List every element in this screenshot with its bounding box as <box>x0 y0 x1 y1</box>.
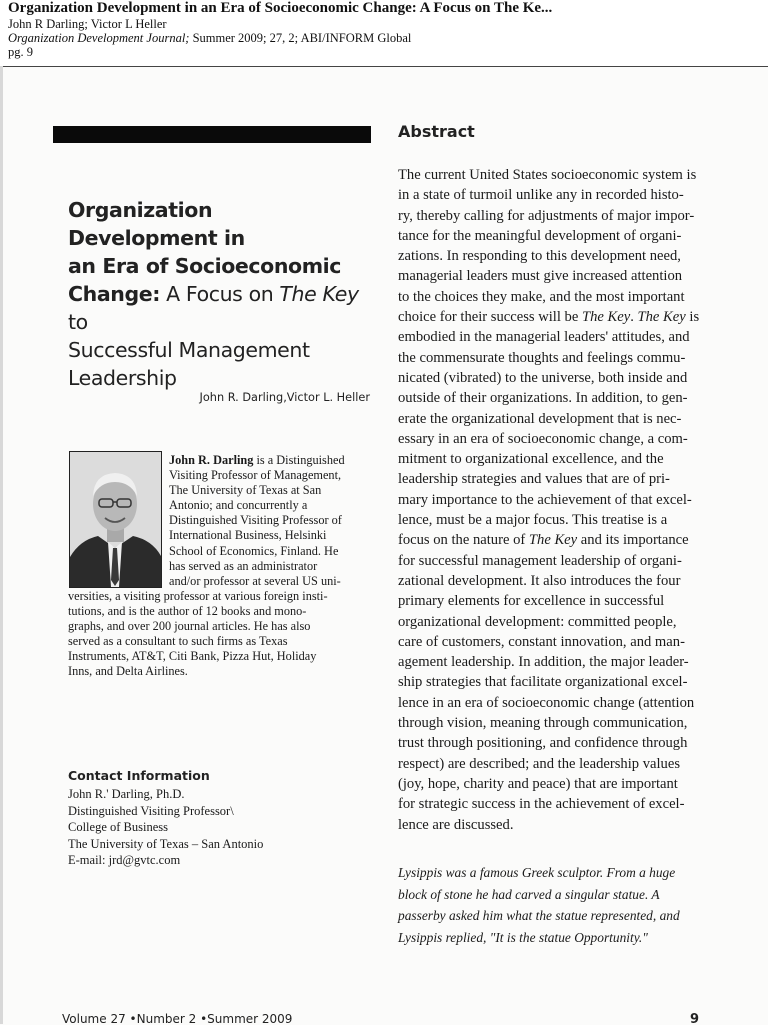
abstract-line: trust through positioning, and confidence through <box>398 735 688 752</box>
abstract-line: respect) are described; and the leadership values <box>398 755 681 772</box>
issue-info: Summer 2009; 27, 2; ABI/INFORM Global <box>189 31 412 45</box>
bio-line: Antonio; and concurrently a <box>169 498 308 513</box>
title-focus: A Focus on <box>160 282 280 306</box>
title-line-5: Leadership <box>68 366 177 390</box>
abstract-line: outside of their organizations. In addition, to gen- <box>398 390 688 407</box>
bio-line: has served as an administrator <box>169 558 318 573</box>
bio-line: School of Economics, Finland. He <box>169 543 339 558</box>
page-ref: pg. 9 <box>8 45 33 59</box>
abstract-line: lence, must be a major focus. This treatise is a <box>398 512 668 529</box>
abstract-line: organizational development: committed people, <box>398 613 677 630</box>
abstract-line: erate the organizational development that is nec- <box>398 410 682 427</box>
abstract-line: mary importance to the achievement of that excel- <box>398 491 692 508</box>
epigraph-quote <box>398 862 720 949</box>
abstract-line: for successful management leadership of organi- <box>398 552 682 569</box>
contact-name: John R.' Darling, Ph.D. <box>68 787 185 801</box>
footer-page-number: 9 <box>690 1012 700 1027</box>
bio-line: and/or professor at several US uni- <box>169 573 341 588</box>
abstract-line: nicated (vibrated) to the universe, both inside and <box>398 369 688 386</box>
contact-position: Distinguished Visiting Professor\ <box>68 803 234 818</box>
title-line-3 <box>68 280 368 336</box>
abstract-line: primary elements for excellence in successful <box>398 593 665 610</box>
bio-name: John R. Darling <box>169 453 254 467</box>
bio-line: graphs, and over 200 journal articles. He has also <box>68 619 311 634</box>
bio-line: tutions, and is the author of 12 books and mono- <box>68 603 307 618</box>
citation-header <box>8 0 758 59</box>
quote-line: passerby asked him what the statue represented, and <box>398 908 680 924</box>
abstract-line: through vision, meaning through communication, <box>398 715 688 732</box>
quote-line: block of stone he had carved a singular statue. A <box>398 886 660 902</box>
abstract-line: tance for the meaningful development of organi- <box>398 227 682 244</box>
title-line-2: an Era of Socioeconomic <box>68 254 342 278</box>
abstract-line: The current United States socioeconomic system is <box>398 167 697 183</box>
title-change: Change: <box>68 282 161 306</box>
quote-line: Lysippis replied, "It is the statue Opportunity." <box>398 930 648 946</box>
article-authors: John R. Darling,Victor L. Heller <box>199 391 370 404</box>
decorative-rule <box>53 126 371 143</box>
contact-heading: Contact Information <box>68 768 210 783</box>
abstract-line: leadership strategies and values that are of pri- <box>398 471 670 488</box>
abstract-line: to the choices they make, and the most important <box>398 288 685 305</box>
bio-line: Distinguished Visiting Professor of <box>169 513 342 528</box>
abstract-line: care of customers, constant innovation, and man- <box>398 633 685 650</box>
document-title: Organization Development in an Era of Socioeconomic Change: A Focus on The Ke... <box>8 0 553 16</box>
bio-line: Instruments, AT&T, Citi Bank, Pizza Hut, Holiday <box>68 649 317 664</box>
title-key: The Key <box>279 282 359 306</box>
journal-name: Organization Development Journal; <box>8 31 190 45</box>
contact-university: The University of Texas – San Antonio <box>68 836 264 851</box>
contact-college: College of Business <box>68 820 168 834</box>
bio-line: Inns, and Delta Airlines. <box>68 664 188 679</box>
abstract-line: (joy, hope, charity and peace) that are important <box>398 775 678 792</box>
bio-line: The University of Texas at San <box>169 483 322 498</box>
bio-line: John R. Darling is a Distinguished <box>169 453 345 467</box>
abstract-line: in a state of turmoil unlike any in recorded histo- <box>398 187 684 204</box>
abstract-text <box>398 165 720 835</box>
abstract-line: choice for their success will be The Key. The Key is <box>398 309 700 326</box>
abstract-line: the commensurate thoughts and feelings commu- <box>398 349 686 366</box>
abstract-line: zational development. It also introduces the four <box>398 572 681 589</box>
contact-info <box>68 786 368 869</box>
abstract-line: essary in an era of socioeconomic change, a com- <box>398 430 688 447</box>
bio-line: International Business, Helsinki <box>169 528 327 543</box>
article-title <box>68 196 368 392</box>
abstract-heading: Abstract <box>398 122 475 141</box>
page-edge <box>0 66 3 1024</box>
title-line-1: Organization Development in <box>68 198 245 250</box>
abstract-line: managerial leaders must give increased attention <box>398 268 683 285</box>
title-line-4: Successful Management <box>68 338 310 362</box>
citation-source <box>8 31 758 45</box>
abstract-line: zations. In responding to this development need, <box>398 248 681 265</box>
bio-line: Visiting Professor of Management, <box>169 468 342 483</box>
title-to: to <box>68 310 88 334</box>
abstract-line: lence in an era of socioeconomic change (attention <box>398 694 695 711</box>
abstract-line: focus on the nature of The Key and its importance <box>398 532 689 549</box>
abstract-line: lence are discussed. <box>398 816 514 833</box>
author-bio <box>68 453 371 679</box>
abstract-line: mitment to organizational excellence, and the <box>398 451 664 468</box>
abstract-line: agement leadership. In addition, the major leader- <box>398 654 689 671</box>
bio-line: versities, a visiting professor at various foreign insti- <box>68 588 328 603</box>
quote-line: Lysippis was a famous Greek sculptor. From a huge <box>398 865 676 880</box>
abstract-line: for strategic success in the achievement of excel- <box>398 796 685 813</box>
abstract-line: embodied in the managerial leaders' attitudes, and <box>398 329 690 346</box>
contact-email: E-mail: jrd@gvtc.com <box>68 853 181 867</box>
abstract-line: ry, thereby calling for adjustments of major impor- <box>398 207 695 224</box>
bio-line: served as a consultant to such firms as Texas <box>68 634 288 649</box>
abstract-line: ship strategies that facilitate organizational excel- <box>398 674 688 691</box>
citation-authors: John R Darling; Victor L Heller <box>8 17 167 31</box>
footer-issue: Volume 27 •Number 2 •Summer 2009 <box>62 1012 293 1026</box>
